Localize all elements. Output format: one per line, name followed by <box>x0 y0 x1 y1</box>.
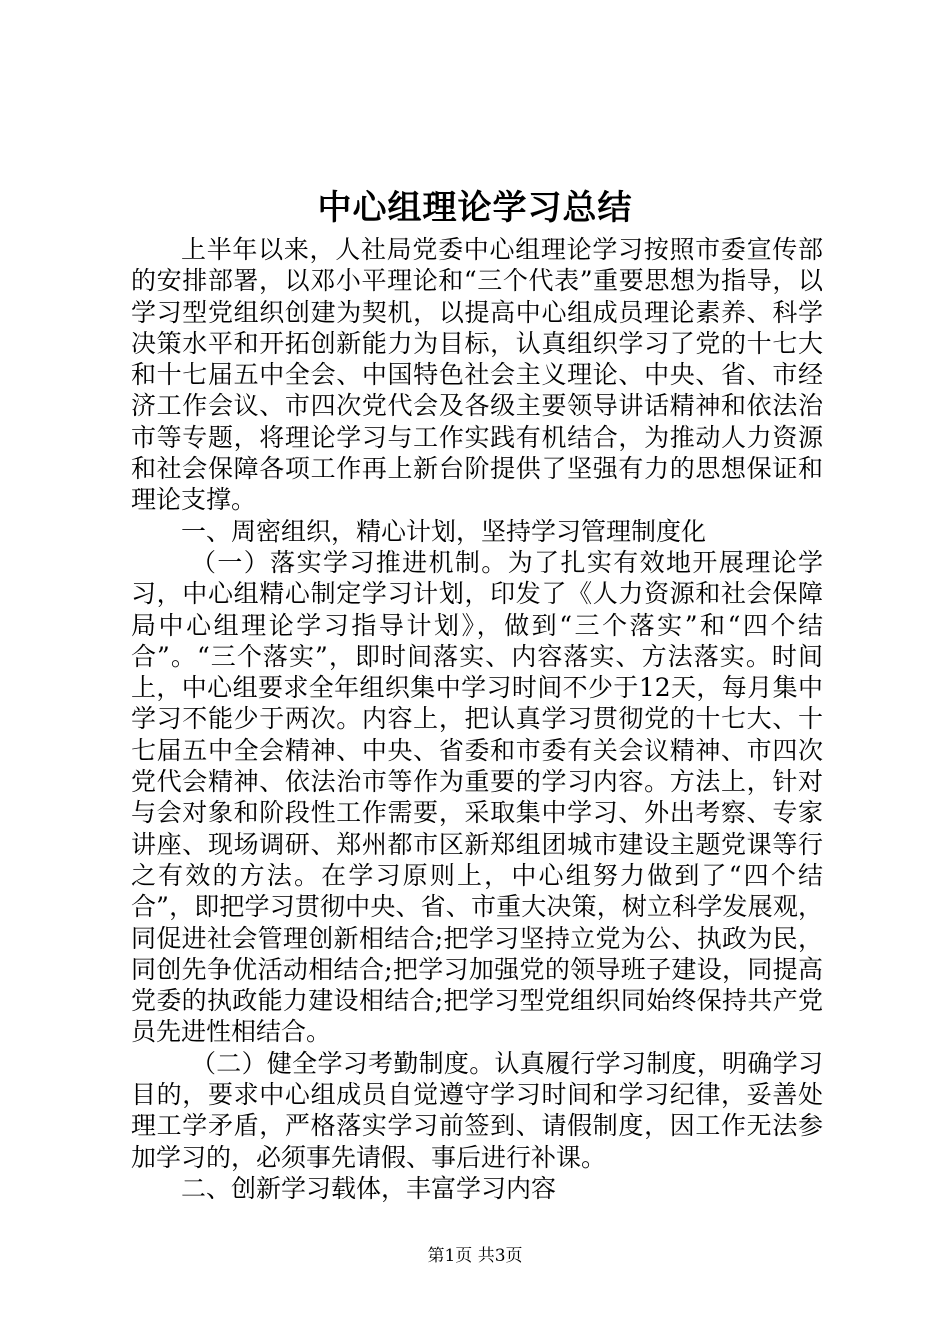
paragraph-subsection-2: （二）健全学习考勤制度。认真履行学习制度，明确学习目的，要求中心组成员自觉遵守学习时间和学习纪律，妥善处理工学矛盾，严格落实学习前签到、请假制度，因工作无法参加学习的，必须事先请假、事后进行补课。 <box>131 1048 823 1172</box>
document-title: 中心组理论学习总结 <box>317 188 633 228</box>
document-body <box>131 234 823 1204</box>
paragraph-subsection-1: （一）落实学习推进机制。为了扎实有效地开展理论学习，中心组精心制定学习计划，印发了《人力资源和社会保障局中心组理论学习指导计划》，做到“三个落实”和“四个结合”。“三个落实”，即时间落实、内容落实、方法落实。时间上，中心组要求全年组织集中学习时间不少于12天，每月集中学习不能少于两次。内容上，把认真学习贯彻党的十七大、十七届五中全会精神、中央、省委和市委有关会议精神、市四次党代会精神、依法治市等作为重要的学习内容。方法上，针对与会对象和阶段性工作需要，采取集中学习、外出考察、专家讲座、现场调研、郑州都市区新郑组团城市建设主题党课等行之有效的方法。在学习原则上，中心组努力做到了“四个结合”，即把学习贯彻中央、省、市重大决策，树立科学发展观，同促进社会管理创新相结合;把学习坚持立党为公、执政为民，同创先争优活动相结合;把学习加强党的领导班子建设，同提高党委的执政能力建设相结合;把学习型党组织同始终保持共产党员先进性相结合。 <box>131 547 823 1047</box>
heading-section-1: 一、周密组织，精心计划，坚持学习管理制度化 <box>181 516 707 546</box>
heading-section-2: 二、创新学习载体，丰富学习内容 <box>181 1173 557 1203</box>
paragraph-intro: 上半年以来，人社局党委中心组理论学习按照市委宣传部的安排部署，以邓小平理论和“三个代表”重要思想为指导，以学习型党组织创建为契机，以提高中心组成员理论素养、科学决策水平和开拓创新能力为目标，认真组织学习了党的十七大和十七届五中全会、中国特色社会主义理论、中央、省、市经济工作会议、市四次党代会及各级主要领导讲话精神和依法治市等专题，将理论学习与工作实践有机结合，为推动人力资源和社会保障各项工作再上新台阶提供了坚强有力的思想保证和理论支撑。 <box>131 235 823 515</box>
page-footer: 第1页 共3页 <box>427 1246 523 1266</box>
